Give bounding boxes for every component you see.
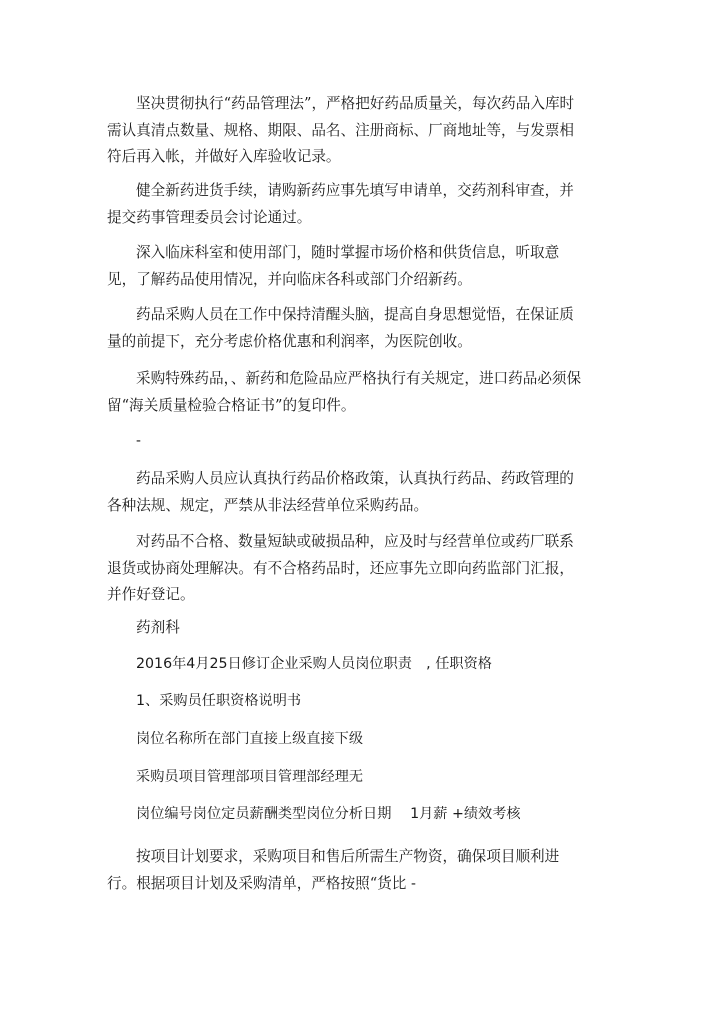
paragraph-dash: -	[136, 432, 141, 449]
section-heading-qualification: 1、采购员任职资格说明书	[136, 693, 302, 709]
paragraph-unqualified-drugs: 对药品不合格、数量短缺或破损品种，应及时与经营单位或药厂联系退货或协商处理解决。有不合格药品时，还应事先立即向药监部门汇报，并作好登记。	[107, 533, 575, 603]
revision-date-heading: 2016年4月25日修订企业采购人员岗位职责 , 任职资格	[136, 656, 492, 672]
paragraph-new-drug-procedure: 健全新药进货手续，请购新药应事先填写申请单，交药剂科审查，并提交药事管理委员会讨论通过。	[107, 182, 574, 226]
paragraph-purchasing-staff-attitude: 药品采购人员在工作中保持清醒头脑，提高自身思想觉悟，在保证质量的前提下，充分考虑价格优惠和利润率，为医院创收。	[107, 306, 574, 350]
paragraph-project-purchasing: 按项目计划要求，采购项目和售后所需生产物资，确保项目顺利进行。根据项目计划及采购清单，严格按照“货比 -	[107, 848, 560, 892]
table-value-row: 采购员项目管理部项目管理部经理无	[136, 769, 364, 785]
paragraph-drug-management-law: 坚决贯彻执行“药品管理法”，严格把好药品质量关，每次药品入库时需认真清点数量、规格、期限、品名、注册商标、厂商地址等，与发票相符后再入帐，并做好入库验收记录。	[107, 95, 575, 165]
paragraph-special-drugs: 采购特殊药品，、新药和危险品应严格执行有关规定，进口药品必须保留“海关质量检验合格证书”的复印件。	[107, 370, 582, 414]
paragraph-price-policy: 药品采购人员应认真执行药品价格政策，认真执行药品、药政管理的各种法规、规定，严禁从非法经营单位采购药品。	[107, 470, 574, 514]
paragraph-clinical-departments: 深入临床科室和使用部门，随时掌握市场价格和供货信息，听取意见，了解药品使用情况，并向临床各科或部门介绍新药。	[107, 244, 560, 288]
table-header-row: 岗位名称所在部门直接上级直接下级	[136, 731, 364, 747]
table-info-row: 岗位编号岗位定员薪酬类型岗位分析日期 1月薪 +绩效考核	[136, 806, 521, 822]
department-name: 药剂科	[136, 619, 180, 636]
